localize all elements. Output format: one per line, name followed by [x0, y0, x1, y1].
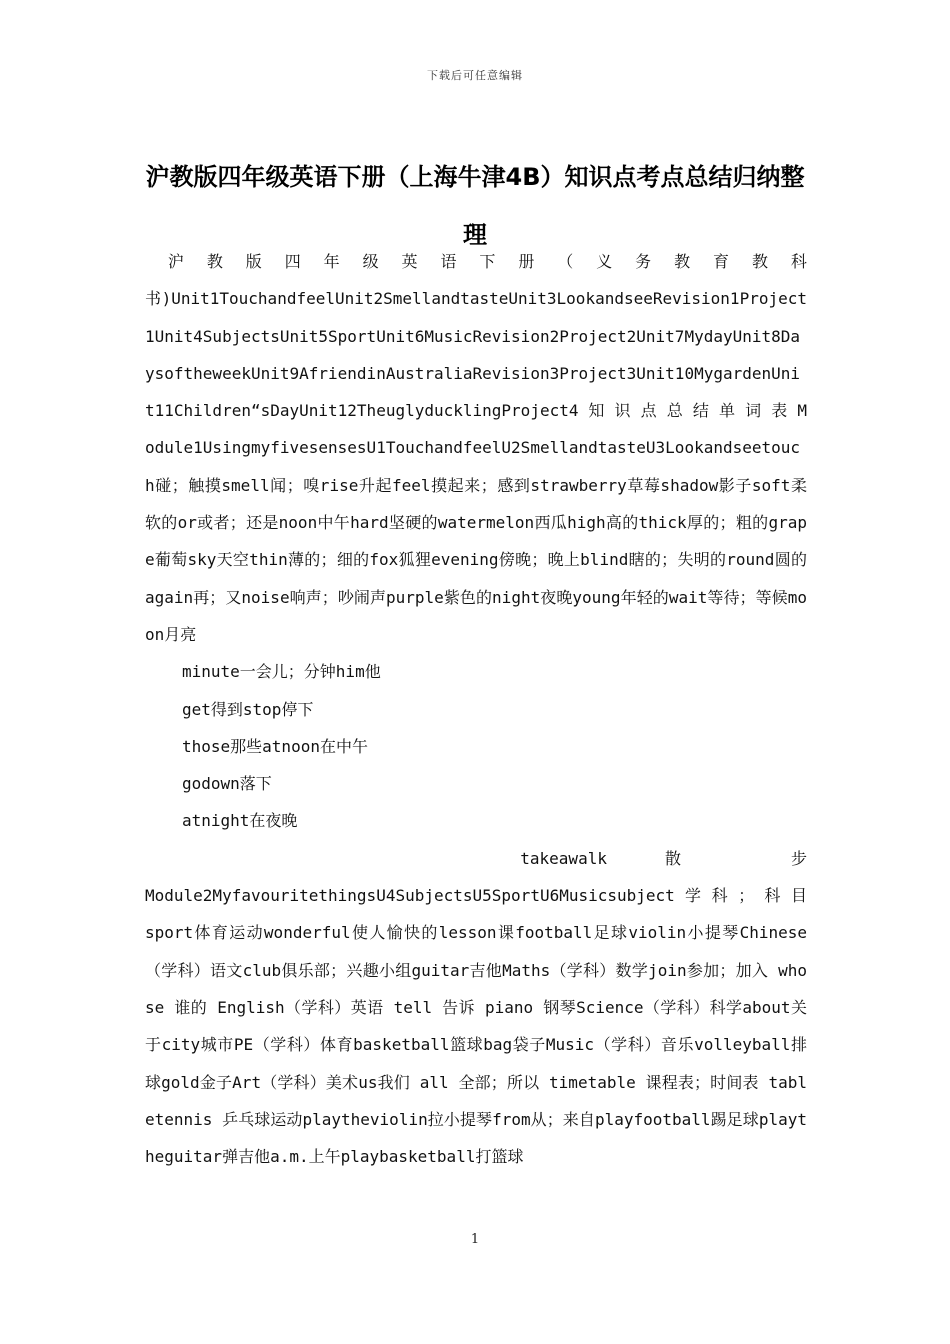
header-note: 下载后可任意编辑	[427, 69, 523, 82]
vocab-take-a-walk	[145, 840, 807, 877]
first-line-char: 级	[362, 252, 379, 271]
vocab-item: minute一会儿；分钟him他	[182, 662, 381, 682]
first-line-char: 册	[518, 252, 535, 271]
walk-english: takeawalk	[520, 848, 607, 868]
first-line-char: 英	[401, 252, 418, 271]
walk-chinese-2: 步	[790, 848, 807, 868]
document-body	[145, 243, 807, 1175]
vocab-item: atnight在夜晚	[182, 811, 298, 831]
first-line-char: 教	[674, 252, 691, 271]
first-line-char: 义	[596, 252, 613, 271]
first-line-char: 下	[479, 252, 496, 271]
first-line-char: 教	[751, 252, 768, 271]
vocab-item: godown落下	[182, 774, 272, 794]
first-line-char: 教	[206, 252, 223, 271]
first-line-char: 语	[440, 252, 457, 271]
first-line-char: 年	[323, 252, 340, 271]
paragraph-vocabulary-module1: 书)Unit1TouchandfeelUnit2SmellandtasteUnit3LookandseeRevision1Project1Unit4SubjectsUnit5SportUnit6MusicRevision2Project2Unit7MydayUnit8DaysoftheweekUnit9AfriendinAustraliaRevision3Project3Unit10MygardenUnit11Children“sDayUnit12TheuglyducklingProject4 知 识 点 总 结 单 词 表 Module1UsingmyfivesensesU1TouchandfeelU2SmellandtasteU3Lookandseetouch碰；触摸smell闻；嗅rise升起feel摸起来；感到strawberry草莓shadow影子soft柔软的or或者；还是noon中午hard坚硬的watermelon西瓜high高的thick厚的；粗的grape葡萄sky天空thin薄的；细的fox狐狸evening傍晚；晚上blind瞎的；失明的round圆的again再；又noise响声；吵闹声purple紫色的night夜晚young年轻的wait等待；等候moon月亮	[145, 289, 807, 644]
first-line-char: 版	[245, 252, 262, 271]
first-line-char: 四	[284, 252, 301, 271]
walk-chinese-1: 散	[664, 848, 681, 868]
first-line-char: 育	[713, 252, 730, 271]
first-line-char: 务	[635, 252, 652, 271]
document-title: 沪教版四年级英语下册（上海牛津4B）知识点考点总结归纳整理	[145, 163, 805, 249]
first-line-char: 科	[790, 252, 807, 271]
first-line-char: 沪	[167, 252, 184, 271]
vocab-item: those那些atnoon在中午	[182, 736, 368, 756]
page-number: 1	[470, 1232, 480, 1247]
first-line-char: （	[557, 252, 574, 271]
first-line-spread	[145, 243, 807, 280]
vocab-item: get得到stop停下	[182, 699, 314, 719]
paragraph-vocabulary-module2: Module2MyfavouritethingsU4SubjectsU5SportU6Musicsubject 学 科 ； 科 目sport体育运动wonderful使人愉快的lesson课football足球violin小提琴Chinese（学科）语文club俱乐部；兴趣小组guitar吉他Maths（学科）数学join参加；加入 whose 谁的 English（学科）英语 tell 告诉 piano 钢琴Science（学科）科学about关于city城市PE（学科）体育basketball篮球bag袋子Music（学科）音乐volleyball排球gold金子Art（学科）美术us我们 all 全部；所以 timetable 课程表；时间表 tabletennis 乒乓球运动playtheviolin拉小提琴from从；来自playfootball踢足球playtheguitar弹吉他a.m.上午playbasketball打篮球	[145, 886, 807, 1167]
